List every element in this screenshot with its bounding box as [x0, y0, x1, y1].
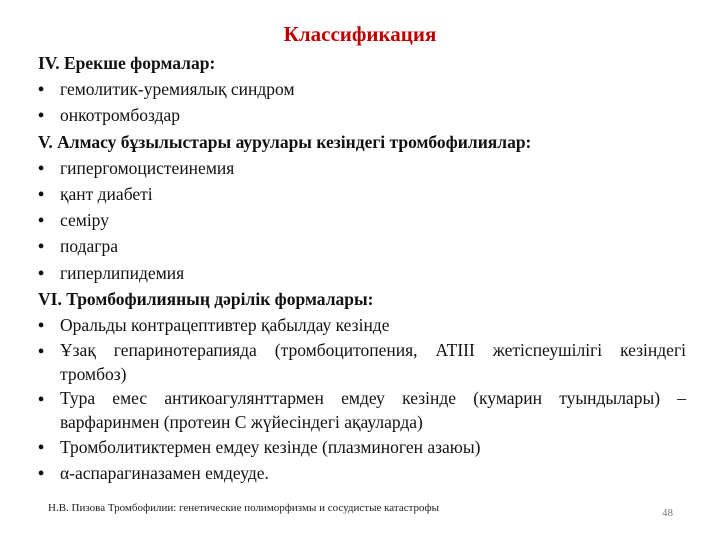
bullet-text: Ұзақ гепаринотерапияда (тромбоцитопения, АТIII жетіспеушілігі кезіндегі тромбоз) [60, 340, 686, 385]
bullet-icon: • [38, 236, 45, 257]
bullet-text: Оральды контрацептивтер қабылдау кезінде [60, 315, 390, 336]
bullet-icon: • [38, 157, 45, 178]
bullet-text: гиперлипидемия [60, 262, 185, 283]
bullet-item [38, 207, 686, 233]
bullet-item [38, 338, 686, 386]
bullet-item [38, 181, 686, 207]
bullet-icon: • [38, 79, 45, 100]
bullet-icon: • [38, 437, 45, 458]
bullet-icon: • [38, 463, 45, 484]
bullet-icon: • [38, 184, 45, 205]
bullet-text: Тромболитиктермен емдеу кезінде (плазминоген азаюы) [60, 437, 481, 458]
bullet-icon: • [38, 262, 45, 283]
bullet-text: Тура емес антикоагулянттармен емдеу кезінде (кумарин туындылары) – варфаринмен (протеин С жүйесіндегі ақауларда) [60, 388, 686, 433]
bullet-item [38, 434, 686, 460]
bullet-text: гемолитик-уремиялық синдром [60, 79, 295, 100]
bullet-item [38, 460, 686, 486]
bullet-icon: • [38, 105, 45, 126]
bullet-item [38, 233, 686, 259]
slide-title: Классификация [283, 22, 437, 46]
section-heading-v: V. Алмасу бұзылыстары аурулары кезіндегі тромбофилиялар: [38, 131, 532, 152]
bullet-item [38, 76, 686, 102]
bullet-icon: • [38, 210, 45, 231]
page-number: 48 [662, 507, 673, 519]
bullet-text: гипергомоцистеинемия [60, 157, 235, 178]
bullet-icon: • [38, 341, 45, 362]
bullet-text: семіру [60, 210, 109, 231]
bullet-item [38, 386, 686, 434]
bullet-text: α-аспарагиназамен емдеуде. [60, 463, 269, 484]
bullet-text: онкотромбоздар [60, 105, 181, 126]
bullet-icon: • [38, 389, 45, 410]
bullet-item [38, 260, 686, 286]
bullet-item [38, 155, 686, 181]
bullet-text: подагра [60, 236, 118, 257]
bullet-item [38, 312, 686, 338]
bullet-icon: • [38, 315, 45, 336]
section-heading-iv: IV. Ерекше формалар: [38, 53, 216, 73]
bullet-item [38, 102, 686, 128]
bullet-text: қант диабеті [60, 184, 153, 205]
section-heading-vi: VI. Тромбофилияның дәрілік формалары: [38, 288, 374, 309]
slide-content [38, 50, 686, 487]
footer-citation: Н.В. Пизова Тромбофилии: генетические полиморфизмы и сосудистые катастрофы [48, 502, 440, 514]
